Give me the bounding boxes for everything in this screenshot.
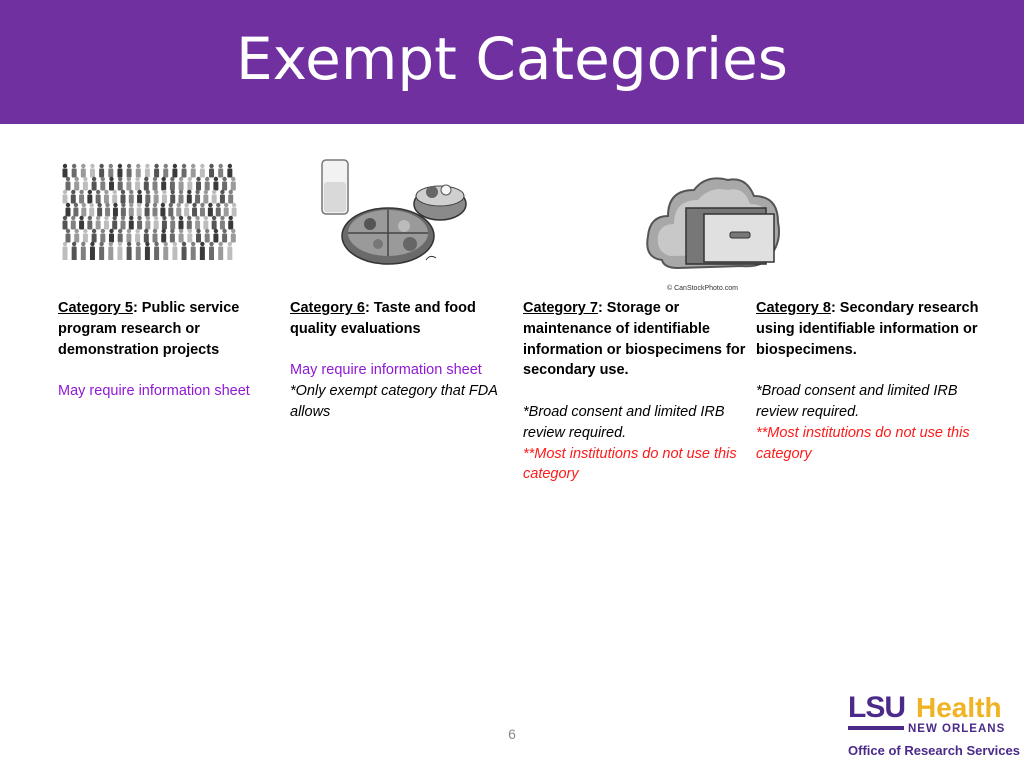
image-credit: © CanStockPhoto.com [667,285,738,292]
category-6-info-note: May require information sheet [290,362,482,379]
office-of-research-services-text: Office of Research Services [848,743,1020,758]
category-7-label: Category 7 [523,300,598,316]
crowd-of-people-icon [58,158,240,260]
logo-bar [848,726,904,730]
category-8-institution-note: **Most institutions do not use this category [756,424,970,462]
category-5-label: Category 5 [58,300,133,316]
category-8-column [756,298,981,464]
category-8-description: : Secondary research using identifiable information or biospecimens. [756,300,979,358]
category-5-description: : Public service program research or demonstration projects [58,300,240,358]
category-5-info-note: May require information sheet [58,383,250,400]
cloud-file-drawer-icon [642,172,784,278]
logo-city-text: NEW ORLEANS [908,723,1006,735]
category-6-label: Category 6 [290,300,365,316]
category-8-heading [756,298,981,360]
slide-title: Exempt Categories [236,25,788,93]
lsu-health-logo [846,691,1020,760]
category-7-institution-note: **Most institutions do not use this category [523,445,737,483]
category-7-heading [523,298,748,381]
category-6-description: : Taste and food quality evaluations [290,300,476,337]
food-plate-icon [318,156,470,268]
category-6-heading [290,298,515,340]
category-5-heading [58,298,283,360]
category-6-column [290,298,515,423]
category-6-fda-note: *Only exempt category that FDA allows [290,383,498,420]
category-8-label: Category 8 [756,300,831,316]
category-7-description: : Storage or maintenance of identifiable information or biospecimens for secondary use. [523,300,746,379]
category-7-consent-note: *Broad consent and limited IRB review required. [523,403,725,441]
page-number: 6 [508,726,516,742]
category-7-column [523,298,748,485]
category-5-column [58,298,283,402]
logo-health-text: Health [916,692,1002,723]
logo-lsu-text: LSU [848,691,905,724]
category-8-consent-note: *Broad consent and limited IRB review required. [756,383,958,420]
